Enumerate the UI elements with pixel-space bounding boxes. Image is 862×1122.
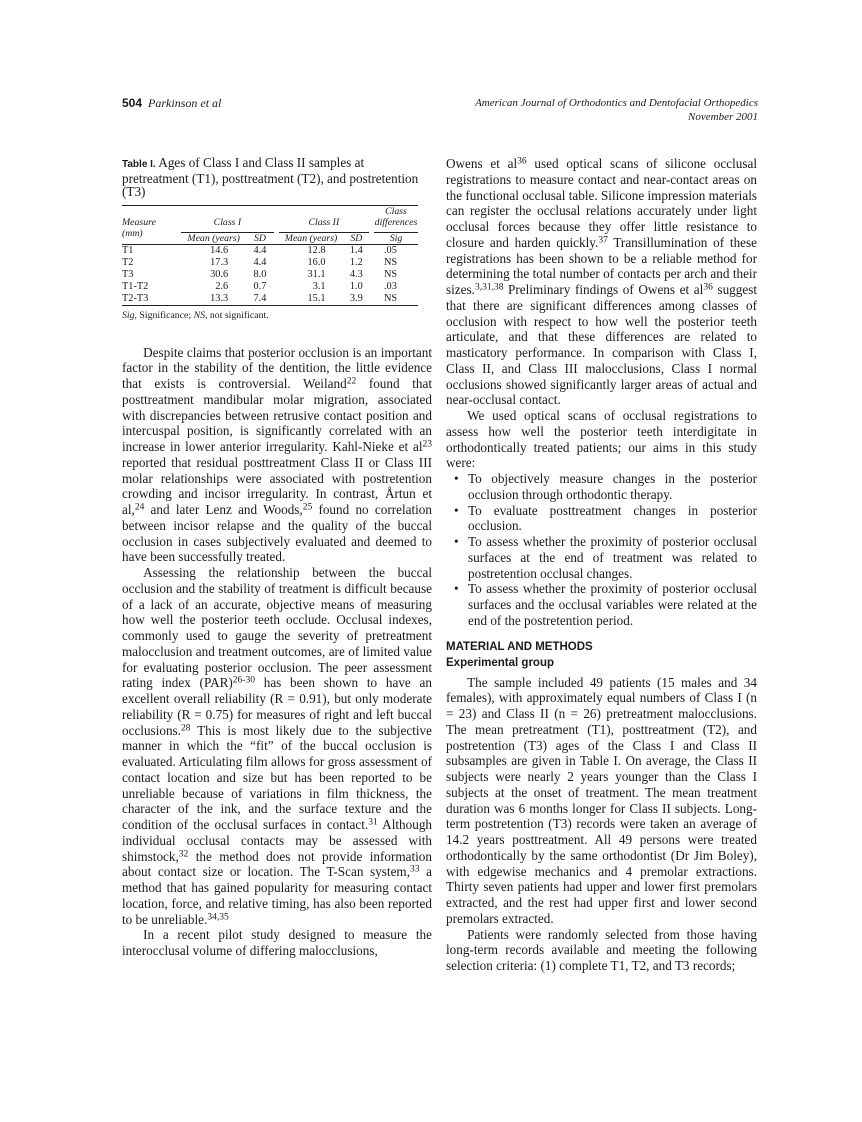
table-row: T2 17.3 4.4 16.0 1.2 NS	[122, 256, 398, 268]
col-header-sig: Sig	[374, 232, 418, 244]
left-column	[122, 156, 432, 959]
citation: 36	[517, 156, 527, 167]
citation: 32	[178, 849, 189, 860]
paragraph-pilot-study: In a recent pilot study designed to measure the interocclusal volume of differing malocclusions,	[122, 927, 432, 958]
col-header-class2-sd: SD	[344, 232, 370, 244]
measure-header: Measure (mm)	[122, 205, 181, 244]
table-caption-text: Ages of Class I and Class II samples at pretreatment (T1), posttreatment (T2), and postretention (T3)	[122, 155, 419, 199]
paragraph-sample-description: The sample included 49 patients (15 males and 34 females), with approximately equal numbers of Class I (n = 23) and Class II (n = 26) pretreatment malocclusions. The mean pretreatment (T1), posttreatment (T2), and postretention (T3) ages of the Class I and Class II subsamples are given in Table I. On average, the Class II subjects were nearly 2 years younger than the Class I subjects at the onset of treatment. The mean treatment duration was 6 months longer for Class II subjects. Long-term postretention (T3) records were taken an average of 14.2 years posttreatment. All 49 persons were treated orthodontically by the same orthodontist (Dr Jim Boley), with edgewise mechanics and 4 premolar extractions. Thirty seven patients had upper and lower first premolars extracted, and the rest had upper first and lower second premolars extracted.	[446, 674, 757, 926]
col-header-class2-mean: Mean (years)	[279, 232, 344, 244]
page-number: 504	[122, 96, 143, 110]
paragraph-owens-study: Owens et $al^{36}$ used optical scans of silicone occlusal registrations to measure contact and near-contact areas on the functional occlusal table. Silicone impression materials can register the occlusal relations accurately under light occlusal forces because they offer little resistance to closure and harden quickly.$^{37}$ Transillumination of these registrations has been shown to be a reliable method for determining the total number of contacts per arch and their sizes.$^{3,31,38}$ Preliminary findings of Owens et $al^{36}$ suggest that there are significant differences among classes of occlusion with respect to how well the posterior teeth articulate, and that these differences are related to masticatory performance. In comparison with Class I, Class II, and Class III malocclusions, Class I normal occlusions showed significantly larger areas of actual and near-occlusal contact.	[446, 156, 757, 408]
running-head-authors: Parkinson et al	[148, 96, 222, 110]
citation: 24	[134, 502, 145, 513]
right-column	[446, 156, 757, 974]
journal-title: American Journal of Orthodontics and Dentofacial Orthopedics	[475, 97, 758, 109]
aim-item: • To assess whether the proximity of posterior occlusal surfaces at the end of treatment was related to postretention occlusal changes.	[454, 534, 757, 581]
bullet-icon: •	[454, 581, 459, 597]
class2-group-header: Class II	[279, 205, 370, 232]
citation: 34,35	[207, 912, 229, 923]
bullet-icon: •	[454, 471, 459, 486]
citation: 25	[302, 502, 313, 513]
table-header-groups	[122, 205, 418, 232]
aim-item: • To objectively measure changes in the posterior occlusion through orthodontic therapy.	[454, 471, 757, 502]
citation: 37	[598, 235, 608, 246]
running-head-left	[122, 96, 221, 111]
citation: 28	[180, 723, 191, 734]
bullet-icon: •	[454, 534, 459, 549]
table-row: T1-T2 2.6 0.7 3.1 1.0 .03	[122, 280, 397, 292]
class-differences-header: Class differences	[374, 205, 418, 232]
citation: 3,31,38	[474, 282, 504, 293]
bullet-icon: •	[454, 502, 459, 518]
subsection-heading: Experimental group	[446, 656, 554, 669]
citation: 33	[410, 864, 420, 875]
paragraph-selection-criteria: Patients were randomly selected from those having long-term records available and meeting the following selection criteria: (1) complete T1, T2, and T3 records;	[446, 926, 757, 973]
table-caption	[122, 156, 432, 199]
table-row: T2-T3 13.3 7.4 15.1 3.9 NS	[122, 292, 398, 304]
citation: 26-30	[232, 675, 255, 686]
citation: 31	[368, 817, 378, 828]
table-label: Table I.	[122, 159, 156, 170]
section-heading: MATERIAL AND METHODS	[446, 640, 593, 653]
citation: 22	[346, 376, 357, 387]
citation: 23	[422, 439, 432, 450]
running-head-right	[475, 96, 758, 124]
paragraph-posterior-occlusion-stability: Despite claims that posterior occlusion is an important factor in the stability of the dentition, the little evidence that exists is controversial. Weiland$^{22}$ found that posttreatment mandibular molar migration, associated with discrepancies between retrusive contact position and intercuspal position, is significantly correlated with an increase in lower anterior irregularity. Kahl-Nieke et $al^{23}$ reported that residual posttreatment Class II or Class III molar relationships were associated with postretention crowding and incisor irregularity. In contrast, Årtun et al,$^{24}$ and later Lenz and Woods,$^{25}$ found no correlation between incisor relapse and the quality of the buccal occlusion in cases subjectively evaluated and deemed to have been successfully treated.	[122, 344, 433, 565]
paragraph-study-aims-intro: We used optical scans of occlusal registrations to assess how well the posterior teeth interdigitate in orthodontically treated patients; our aims in this study were:	[446, 408, 757, 471]
table-footnote: Sig, Significance; NS, not significant.	[122, 309, 269, 321]
aim-item: • To evaluate posttreatment changes in posterior occlusion.	[454, 502, 757, 534]
citation: 36	[703, 282, 713, 293]
class1-group-header: Class I	[181, 205, 274, 232]
issue-date: November 2001	[688, 111, 758, 123]
aim-item: • To assess whether the proximity of posterior occlusal surfaces and the occlusal variables were related at the end of the postretention period.	[454, 581, 757, 628]
table-row: T3 30.6 8.0 31.1 4.3 NS	[122, 268, 398, 280]
table-1	[122, 156, 432, 322]
ages-table	[122, 205, 418, 306]
col-header-class1-mean: Mean (years)	[181, 232, 246, 244]
paragraph-assessment-methods: Assessing the relationship between the buccal occlusion and the stability of treatment is difficult because of a lack of an accurate, objective means of measuring how well the posterior teeth occlude. Occlusal indexes, commonly used to gauge the severity of pretreatment malocclusion and treatment outcomes, are of limited value for evaluating posterior occlusion. The peer assessment rating index (PAR)$^{26-30}$ has been shown to have an excellent overall reliability (R = 0.91), but only moderate reliability (R = 0.75) for measures of right and left buccal occlusions.$^{28}$ This is most likely due to the subjective manner in which the “fit” of the buccal occlusion is evaluated. Articulating film allows for gross assessment of contact location and size but has been reported to be unreliable because of variations in film thickness, the character of the ink, and the surface texture and the condition of the occlusal surfaces in contact.$^{31}$ Although individual occlusal contacts may be assessed with shimstock,$^{32}$ the method does not provide information about contact size or location. The T-Scan system,$^{33}$ a method that has gained popularity for measuring contact location, force, and relative timing, has also been reported to be unreliable.$^{34,35}$	[122, 565, 433, 927]
col-header-class1-sd: SD	[246, 232, 274, 244]
aims-list	[446, 471, 757, 629]
table-row: T1 14.6 4.4 12.8 1.4 .05	[122, 244, 397, 256]
